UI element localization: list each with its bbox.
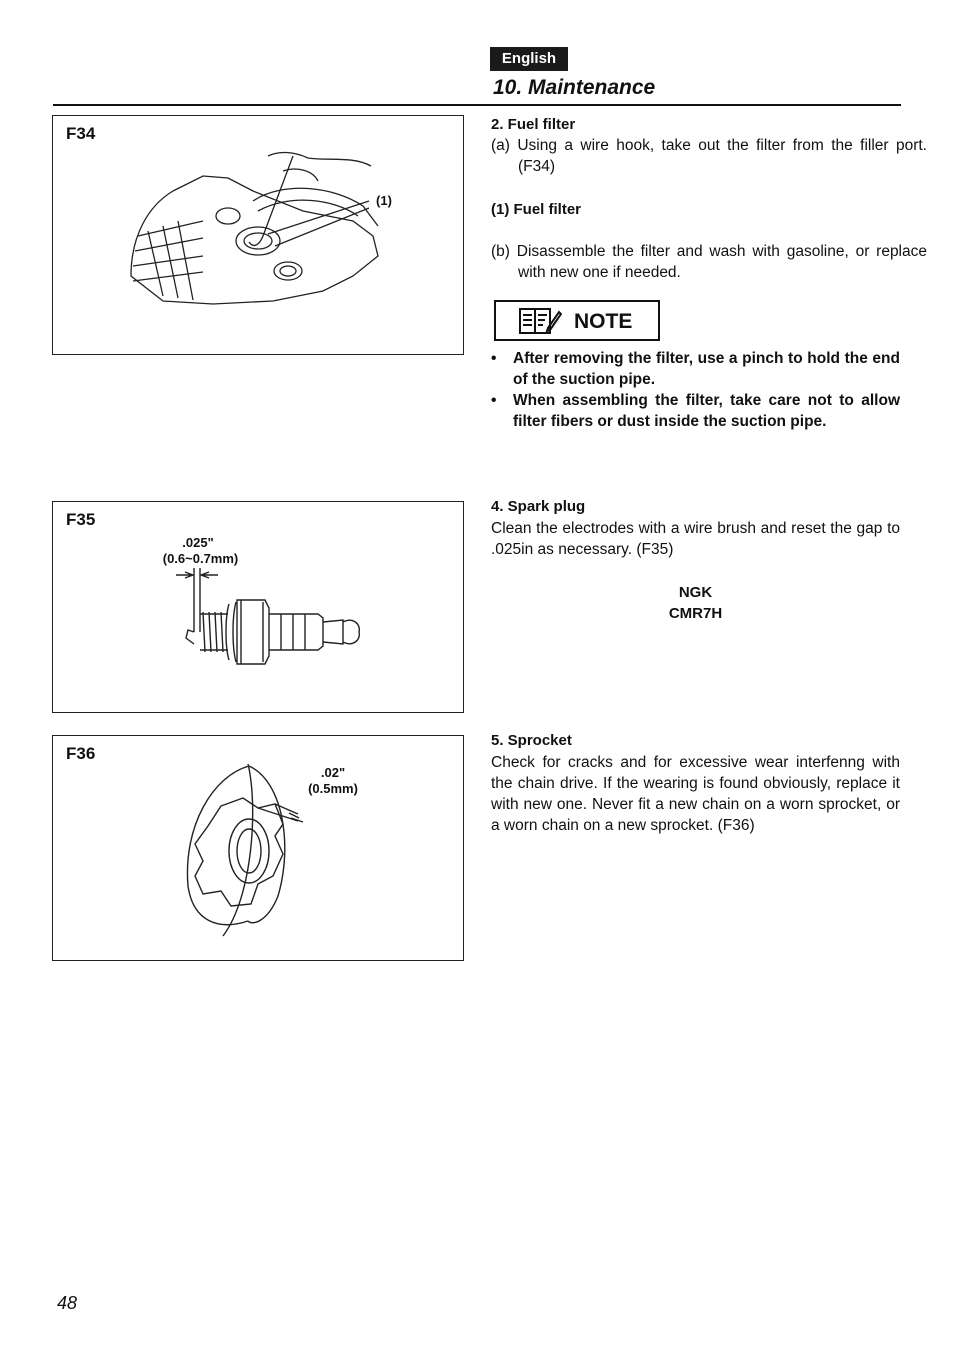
note-bullet-text: When assembling the filter, take care not to allow filter fibers or dust inside the suction pipe. (513, 392, 900, 430)
figure-f36 (52, 735, 464, 961)
figure-f34 (52, 115, 464, 355)
header-rule (53, 104, 901, 106)
fuel-filter-illustration (53, 116, 465, 356)
page-number: 48 (57, 1293, 78, 1313)
notebook-pencil-icon (518, 306, 562, 336)
figure-f35 (52, 501, 464, 713)
language-badge: English (490, 47, 568, 71)
fuel-filter-step-a: (a) Using a wire hook, take out the filter from the filler port. (F34) (491, 137, 927, 175)
fuel-filter-step-b: (b) Disassemble the filter and wash with gasoline, or replace with new one if needed. (491, 243, 927, 281)
figure-label: F34 (66, 124, 96, 143)
spark-plug-model: CMR7H (668, 605, 723, 622)
wear-mm-label: (0.5mm) (308, 781, 358, 796)
sprocket-heading: 5. Sprocket (491, 732, 572, 749)
note-bullet-2 (491, 390, 900, 432)
gap-inches-label: .025" (182, 535, 214, 550)
section-title: 10. Maintenance (493, 76, 656, 99)
sprocket-body: Check for cracks and for excessive wear interfenng with the chain drive. If the wearing is found obviously, replace it with new one. Never fit a new chain on a worn sprocket, or a worn chain on a new sprocket. (F36) (491, 754, 900, 834)
spark-plug-brand: NGK (678, 584, 713, 601)
spark-plug-illustration (53, 502, 465, 714)
bullet-dot: • (491, 392, 497, 409)
spark-plug-body: Clean the electrodes with a wire brush and reset the gap to .025in as necessary. (F35) (491, 520, 900, 558)
wear-inches-label: .02" (320, 765, 346, 780)
note-box (494, 300, 660, 341)
gap-mm-label: (0.6~0.7mm) (162, 551, 239, 566)
figure-label: F35 (66, 510, 96, 529)
note-bullet-text: After removing the filter, use a pinch to hold the end of the suction pipe. (513, 350, 900, 388)
sprocket-illustration (53, 736, 465, 962)
spark-plug-heading: 4. Spark plug (491, 498, 586, 515)
callout-fuel-filter: (1) (376, 193, 392, 208)
figure-label: F36 (66, 744, 96, 763)
note-bullet-1 (491, 348, 900, 390)
fuel-filter-heading: 2. Fuel filter (491, 116, 576, 133)
bullet-dot: • (491, 350, 497, 367)
fuel-filter-part-label: (1) Fuel filter (491, 201, 582, 218)
note-label: NOTE (574, 310, 633, 333)
